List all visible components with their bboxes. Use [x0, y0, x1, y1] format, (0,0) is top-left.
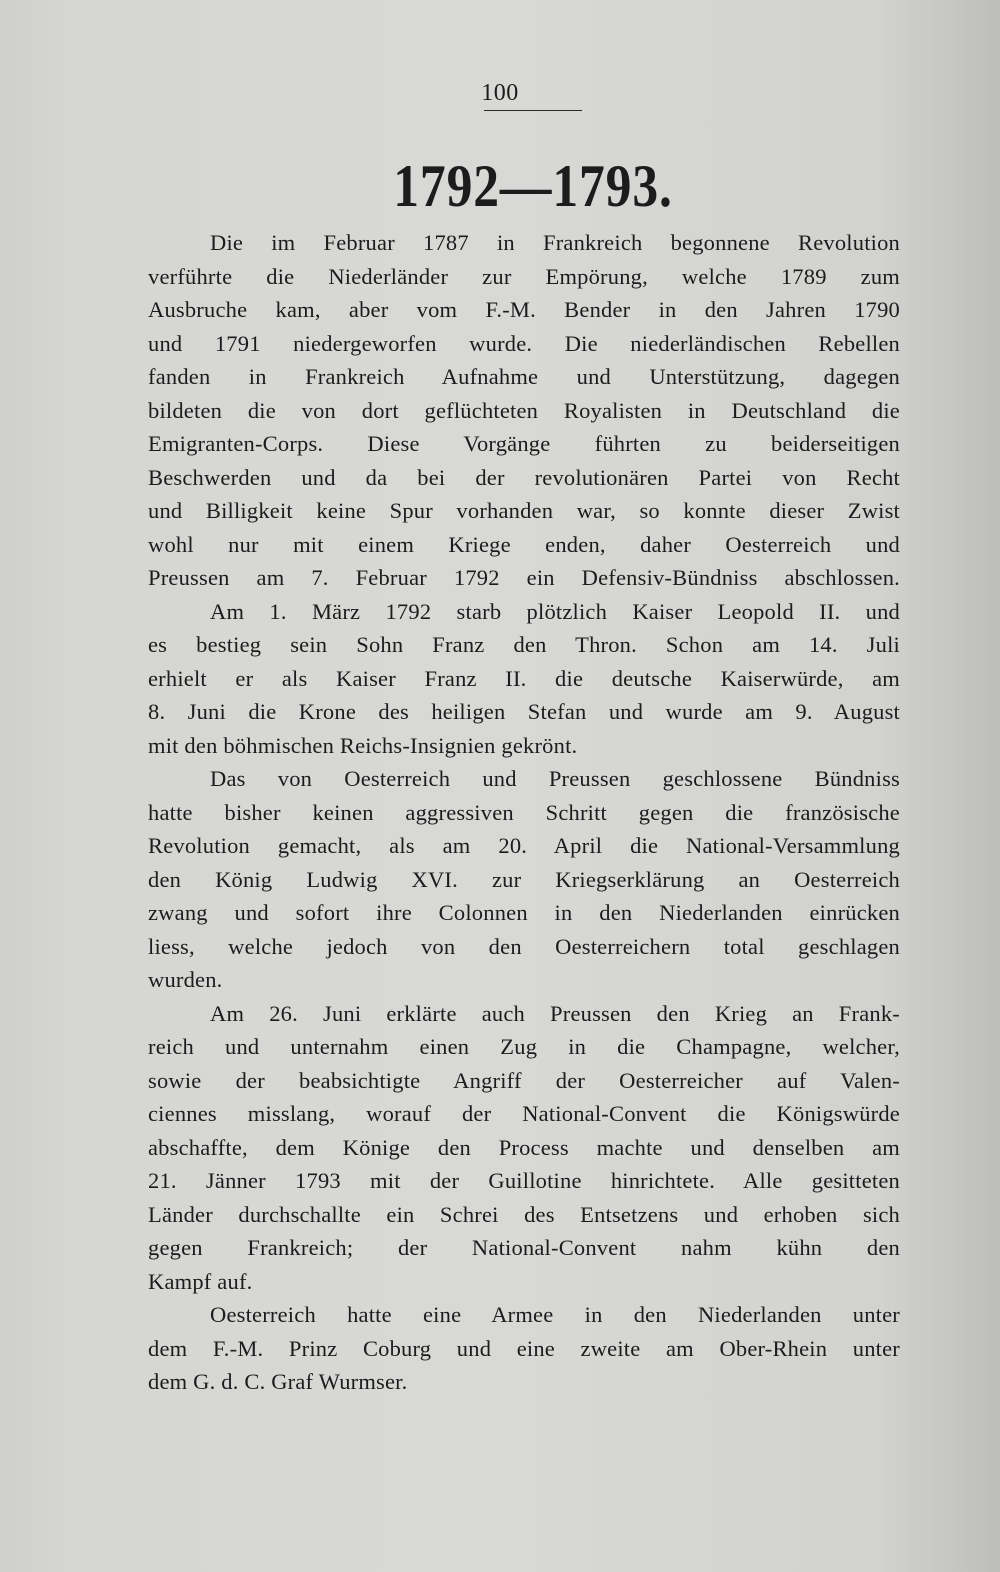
- text-line: wohl nur mit einem Kriege enden, daher Oesterreich und: [148, 531, 900, 557]
- text-line: verführte die Niederländer zur Empörung, welche 1789 zum: [148, 263, 900, 289]
- paragraph-1: [148, 226, 900, 595]
- chapter-heading: 1792—1793.: [393, 153, 673, 219]
- page-number: 100: [481, 80, 519, 106]
- text-line: 8. Juni die Krone des heiligen Stefan und wurde am 9. August: [148, 699, 900, 724]
- text-line: 21. Jänner 1793 mit der Guillotine hinrichtete. Alle gesitteten: [148, 1168, 900, 1193]
- text-line: liess, welche jedoch von den Oesterreichern total geschlagen: [148, 933, 900, 959]
- text-line: reich und unternahm einen Zug in die Champagne, welcher,: [148, 1034, 900, 1059]
- paragraph-2: [148, 595, 900, 763]
- text-line: Ausbruche kam, aber vom F.-M. Bender in den Jahren 1790: [148, 297, 900, 322]
- text-line: Revolution gemacht, als am 20. April die National-Versammlung: [148, 833, 900, 858]
- text-line: und Billigkeit keine Spur vorhanden war, so konnte dieser Zwist: [148, 498, 900, 523]
- text-line: wurden.: [148, 967, 223, 992]
- paragraph-3: [148, 762, 900, 997]
- text-line: abschaffte, dem Könige den Process machte und denselben am: [148, 1134, 900, 1160]
- page-number-rule: [484, 110, 582, 111]
- text-line: Am 1. März 1792 starb plötzlich Kaiser Leopold II. und: [210, 598, 900, 624]
- text-line: Die im Februar 1787 in Frankreich begonnene Revolution: [210, 230, 900, 255]
- text-line: Oesterreich hatte eine Armee in den Niederlanden unter: [210, 1302, 900, 1327]
- text-line: Am 26. Juni erklärte auch Preussen den Krieg an Frank-: [210, 1000, 900, 1026]
- text-line: Beschwerden und da bei der revolutionären Partei von Recht: [148, 464, 900, 490]
- text-line: Kampf auf.: [148, 1268, 253, 1294]
- text-line: zwang und sofort ihre Colonnen in den Niederlanden einrücken: [148, 900, 900, 925]
- text-line: gegen Frankreich; der National-Convent nahm kühn den: [148, 1235, 900, 1260]
- text-line: mit den böhmischen Reichs-Insignien gekrönt.: [148, 732, 578, 758]
- text-line: und 1791 niedergeworfen wurde. Die niederländischen Rebellen: [148, 330, 900, 356]
- text-line: es bestieg sein Sohn Franz den Thron. Schon am 14. Juli: [148, 632, 900, 657]
- text-line: Das von Oesterreich und Preussen geschlossene Bündniss: [210, 766, 900, 791]
- text-line: Preussen am 7. Februar 1792 ein Defensiv-Bündniss abschlossen.: [148, 565, 900, 590]
- text-line: hatte bisher keinen aggressiven Schritt gegen die französische: [148, 799, 900, 825]
- text-line: dem F.-M. Prinz Coburg und eine zweite am Ober-Rhein unter: [148, 1335, 900, 1361]
- paragraph-5: [148, 1298, 900, 1399]
- text-line: sowie der beabsichtigte Angriff der Oesterreicher auf Valen-: [148, 1067, 900, 1093]
- text-line: erhielt er als Kaiser Franz II. die deutsche Kaiserwürde, am: [148, 665, 900, 691]
- text-line: fanden in Frankreich Aufnahme und Unterstützung, dagegen: [148, 364, 900, 389]
- text-line: den König Ludwig XVI. zur Kriegserklärung an Oesterreich: [148, 866, 900, 892]
- text-line: dem G. d. C. Graf Wurmser.: [148, 1369, 408, 1394]
- text-line: Länder durchschallte ein Schrei des Entsetzens und erhoben sich: [148, 1201, 900, 1227]
- text-line: bildeten die von dort geflüchteten Royalisten in Deutschland die: [148, 397, 900, 423]
- text-line: ciennes misslang, worauf der National-Convent die Königswürde: [148, 1101, 900, 1126]
- text-line: Emigranten-Corps. Diese Vorgänge führten zu beiderseitigen: [148, 431, 900, 456]
- paragraph-4: [148, 997, 900, 1299]
- body-text: [148, 226, 900, 1399]
